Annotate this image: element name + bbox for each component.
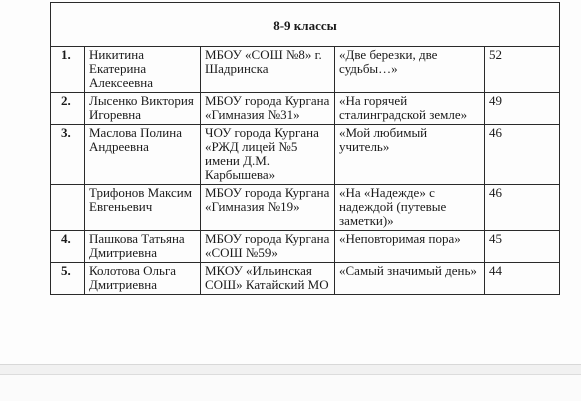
- score: 52: [485, 47, 560, 93]
- participant-name: Пашкова Татьяна Дмитриевна: [85, 231, 201, 263]
- row-number: 3.: [51, 125, 85, 185]
- school-name: МБОУ города Кургана «СОШ №59»: [201, 231, 335, 263]
- table-row: [51, 185, 560, 231]
- section-title: 8-9 классы: [51, 3, 560, 47]
- work-title: «Неповторимая пора»: [335, 231, 485, 263]
- row-number: 5.: [51, 263, 85, 295]
- row-number: 1.: [51, 47, 85, 93]
- table-row: [51, 263, 560, 295]
- table-row: [51, 125, 560, 185]
- table-row: [51, 93, 560, 125]
- table-row: [51, 47, 560, 93]
- results-table: [50, 2, 560, 295]
- school-name: МКОУ «Ильинская СОШ» Катайский МО: [201, 263, 335, 295]
- participant-name: Никитина Екатерина Алексеевна: [85, 47, 201, 93]
- participant-name: Лысенко Виктория Игоревна: [85, 93, 201, 125]
- score: 45: [485, 231, 560, 263]
- table-row: [51, 231, 560, 263]
- row-number: 4.: [51, 231, 85, 263]
- work-title: «На «Надежде» с надеждой (путевые заметки)»: [335, 185, 485, 231]
- school-name: МБОУ «СОШ №8» г. Шадринска: [201, 47, 335, 93]
- score: 46: [485, 185, 560, 231]
- work-title: «Две березки, две судьбы…»: [335, 47, 485, 93]
- work-title: «Самый значимый день»: [335, 263, 485, 295]
- work-title: «На горячей сталинградской земле»: [335, 93, 485, 125]
- section-header-row: [51, 3, 560, 47]
- row-number: [51, 185, 85, 231]
- school-name: ЧОУ города Кургана «РЖД лицей №5 имени Д.М. Карбышева»: [201, 125, 335, 185]
- score: 44: [485, 263, 560, 295]
- school-name: МБОУ города Кургана «Гимназия №31»: [201, 93, 335, 125]
- row-number: 2.: [51, 93, 85, 125]
- score: 49: [485, 93, 560, 125]
- participant-name: Трифонов Максим Евгеньевич: [85, 185, 201, 231]
- participant-name: Маслова Полина Андреевна: [85, 125, 201, 185]
- participant-name: Колотова Ольга Дмитриевна: [85, 263, 201, 295]
- next-page-edge: [0, 374, 581, 401]
- score: 46: [485, 125, 560, 185]
- work-title: «Мой любимый учитель»: [335, 125, 485, 185]
- school-name: МБОУ города Кургана «Гимназия №19»: [201, 185, 335, 231]
